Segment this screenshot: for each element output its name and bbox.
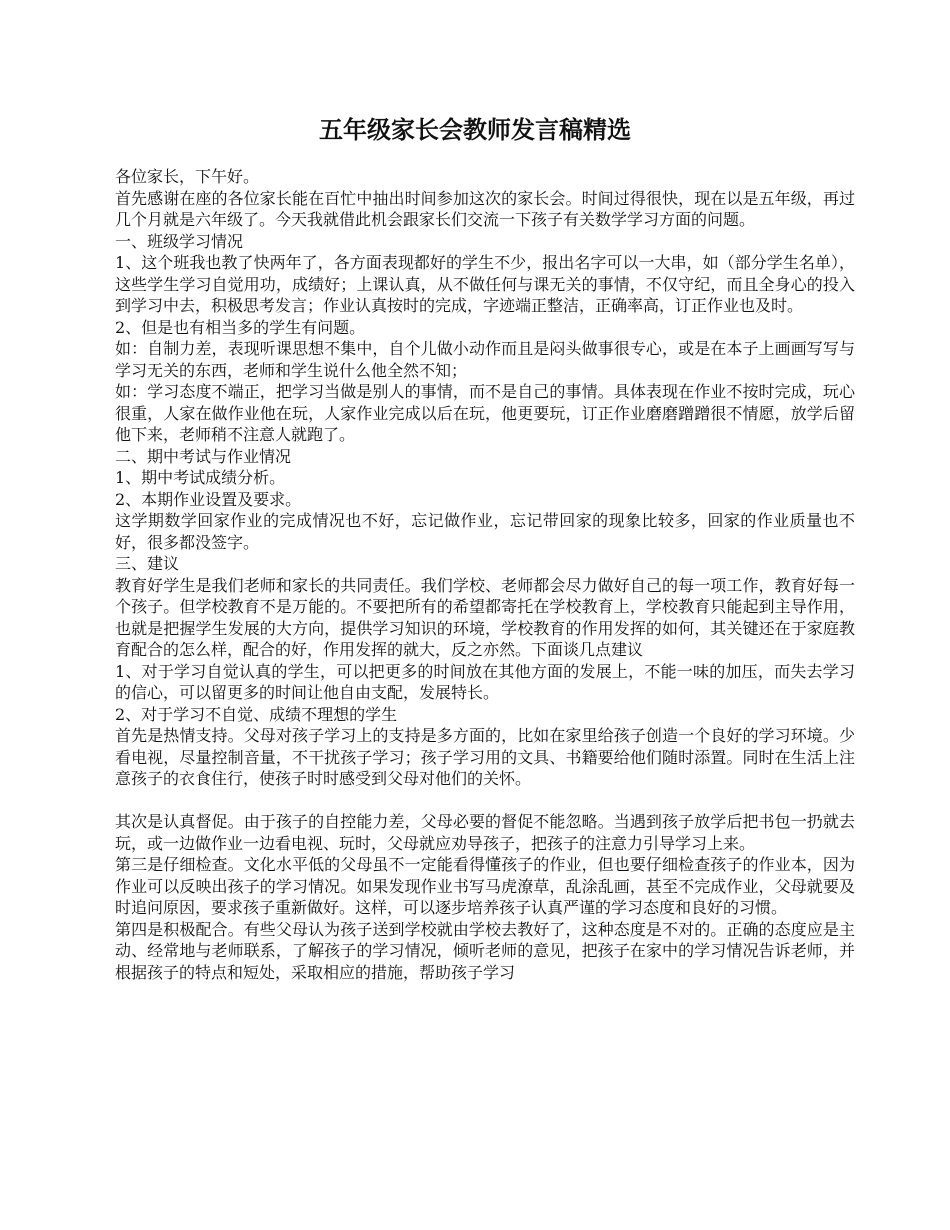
- paragraph-careful-checking: 第三是仔细检查。文化水平低的父母虽不一定能看得懂孩子的作业，但也要仔细检查孩子的作业本，因为作业可以反映出孩子的学习情况。如果发现作业书写马虎潦草，乱涂乱画，甚至不完成作业，父母就要及时追问原因，要求孩子重新做好。这样，可以逐步培养孩子认真严谨的学习态度和良好的习惯。: [115, 855, 855, 917]
- document-title: 五年级家长会教师发言稿精选: [319, 115, 631, 144]
- paragraph-active-cooperation: 第四是积极配合。有些父母认为孩子送到学校就由学校去教好了，这种态度是不对的。正确的态度应是主动、经常地与老师联系，了解孩子的学习情况，倾听老师的意见，把孩子在家中的学习情况告诉老师，并根据孩子的特点和短处，采取相应的措施，帮助孩子学习: [115, 919, 855, 982]
- document-body: [115, 166, 855, 983]
- paragraph-supervision: 其次是认真督促。由于孩子的自控能力差，父母必要的督促不能忽略。当遇到孩子放学后把书包一扔就去玩，或一边做作业一边看电视、玩时，父母就应劝导孩子，把孩子的注意力引导学习上来。: [115, 812, 855, 853]
- paragraph-good-students: 1、这个班我也教了快两年了，各方面表现都好的学生不少，报出名字可以一大串，如（部分学生名单），这些学生学习自觉用功，成绩好；上课认真，从不做任何与课无关的事情，不仅守纪，而且全身心的投入到学习中去，积极思考发言；作业认真按时的完成，字迹端正整洁，正确率高，订正作业也及时。: [115, 253, 855, 315]
- paragraph-homework-completion: 这学期数学回家作业的完成情况也不好，忘记做作业，忘记带回家的现象比较多，回家的作业质量也不好，很多都没签字。: [115, 511, 855, 552]
- greeting-paragraph: 各位家长，下午好。: [115, 167, 260, 186]
- paragraph-example-self-control: 如：自制力差，表现听课思想不集中，自个儿做小动作而且是闷头做事很专心，或是在本子上画画写写与学习无关的东西，老师和学生说什么他全然不知；: [115, 339, 855, 380]
- paragraph-homework-settings: 2、本期作业设置及要求。: [115, 489, 302, 509]
- section-heading-suggestions: 三、建议: [115, 554, 180, 573]
- paragraph-spacer: [115, 790, 855, 812]
- paragraph-exam-analysis: 1、期中考试成绩分析。: [115, 468, 286, 487]
- intro-paragraph: 首先感谢在座的各位家长能在百忙中抽出时间参加这次的家长会。时间过得很快，现在以是五年级，再过几个月就是六年级了。今天我就借此机会跟家长们交流一下孩子有关数学学习方面的问题。: [115, 188, 855, 229]
- paragraph-warm-support: 首先是热情支持。父母对孩子学习上的支持是多方面的，比如在家里给孩子创造一个良好的学习环境。少看电视，尽量控制音量，不干扰孩子学习；孩子学习用的文具、书籍要给他们随时添置。同时在生活上注意孩子的衣食住行，使孩子时时感受到父母对他们的关怀。: [115, 726, 855, 788]
- paragraph-suggestion-self-motivated: 1、对于学习自觉认真的学生，可以把更多的时间放在其他方面的发展上，不能一味的加压，而失去学习的信心，可以留更多的时间让他自由支配，发展特长。: [115, 661, 855, 702]
- paragraph-problem-students: 2、但是也有相当多的学生有问题。: [115, 317, 366, 337]
- paragraph-suggestion-unmotivated: 2、对于学习不自觉、成绩不理想的学生: [115, 704, 398, 724]
- paragraph-shared-responsibility: 教育好学生是我们老师和家长的共同责任。我们学校、老师都会尽力做好自己的每一项工作，教育好每一个孩子。但学校教育不是万能的。不要把所有的希望都寄托在学校教育上，学校教育只能起到主导作用，也就是把握学生发展的大方向，提供学习知识的环境，学校教育的作用发挥的如何，其关键还在于家庭教育配合的怎么样，配合的好，作用发挥的就大，反之亦然。下面谈几点建议: [115, 575, 855, 659]
- section-heading-exam-homework: 二、期中考试与作业情况: [115, 446, 292, 466]
- paragraph-example-attitude: 如：学习态度不端正，把学习当做是别人的事情，而不是自己的事情。具体表现在作业不按时完成，玩心很重，人家在做作业他在玩，人家作业完成以后在玩，他更要玩，订正作业磨磨蹭蹭很不情愿，放学后留他下来，老师稍不注意人就跑了。: [115, 382, 855, 444]
- section-heading-class-situation: 一、班级学习情况: [115, 231, 244, 251]
